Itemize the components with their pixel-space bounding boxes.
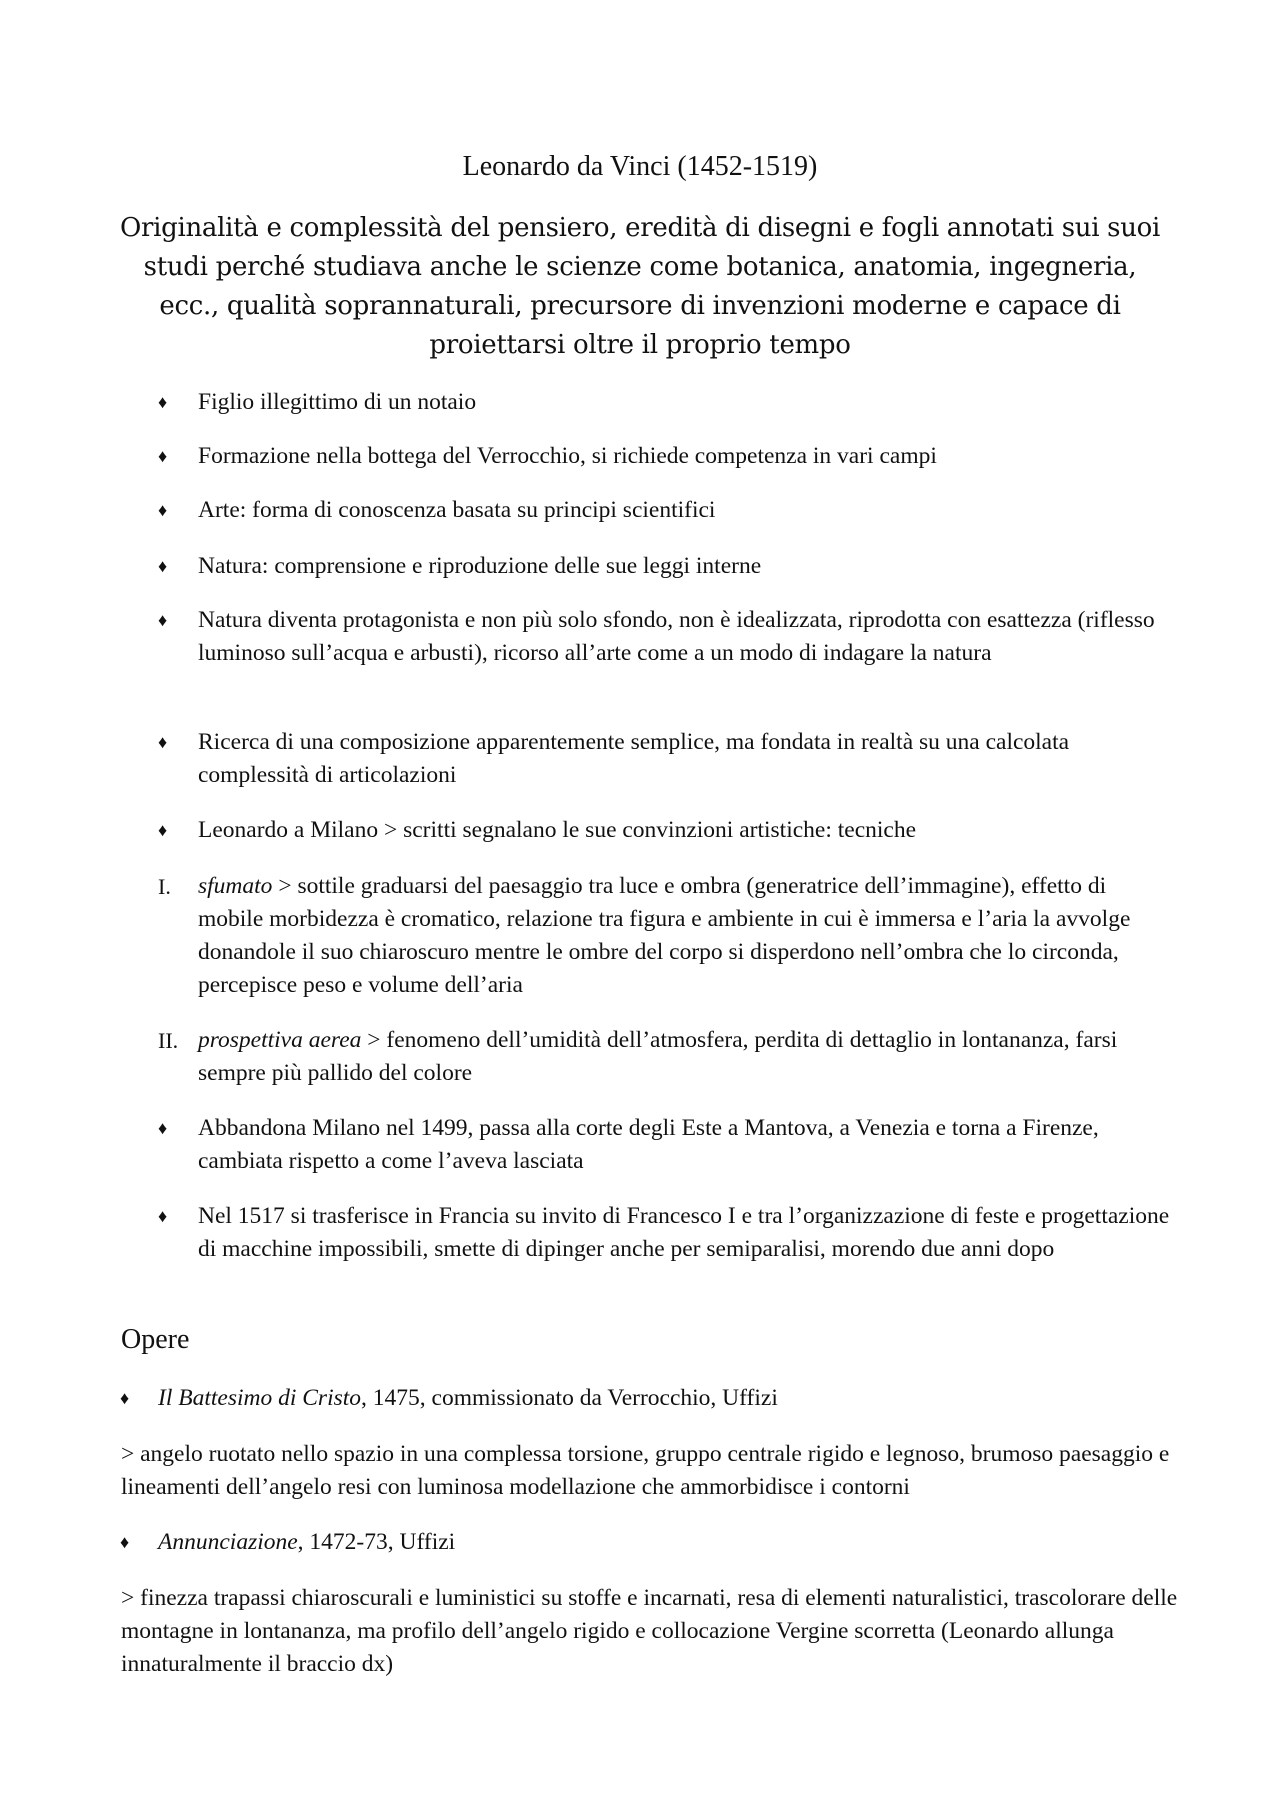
diamond-bullet-icon: ♦	[158, 1118, 168, 1138]
work-title: Il Battesimo di Cristo	[158, 1385, 362, 1411]
work-title-line	[158, 1526, 1158, 1559]
technique-description: > fenomeno dell’umidità dell’atmosfera, perdita di dettaglio in lontananza, farsi sempre più pallido del colore	[198, 1027, 1118, 1086]
work-title-line	[158, 1382, 1158, 1415]
diamond-bullet-icon: ♦	[120, 1532, 130, 1552]
list-item-text: Ricerca di una composizione apparentemente semplice, ma fondata in realtà su una calcolata complessità di articolazioni	[198, 729, 1070, 788]
work-details: , 1472-73, Uffizi	[297, 1529, 456, 1555]
work-description: > angelo ruotato nello spazio in una complessa torsione, gruppo centrale rigido e legnoso, brumoso paesaggio e lineamenti dell’angelo resi con luminosa modellazione che ammorbidisce i contorni	[121, 1441, 1170, 1500]
diamond-bullet-icon: ♦	[158, 610, 168, 630]
diamond-bullet-icon: ♦	[158, 500, 168, 520]
work-details: , 1475, commissionato da Verrocchio, Uffizi	[361, 1385, 778, 1411]
list-item-text	[198, 1024, 1170, 1090]
list-item-text: Leonardo a Milano > scritti segnalano le sue convinzioni artistiche: tecniche	[198, 817, 917, 843]
diamond-bullet-icon: ♦	[158, 556, 168, 576]
list-item-text: Abbandona Milano nel 1499, passa alla corte degli Este a Mantova, a Venezia e torna a Firenze, cambiata rispetto a come l’aveva lasciata	[198, 1115, 1099, 1174]
diamond-bullet-icon: ♦	[158, 446, 168, 466]
work-title: Annunciazione	[158, 1529, 298, 1555]
diamond-bullet-icon: ♦	[158, 732, 168, 752]
list-item-text: Natura diventa protagonista e non più solo sfondo, non è idealizzata, riprodotta con esattezza (riflesso luminoso sull’acqua e arbusti), ricorso all’arte come a un modo di indagare la natura	[198, 607, 1155, 666]
diamond-bullet-icon: ♦	[158, 820, 168, 840]
diamond-bullet-icon: ♦	[120, 1388, 130, 1408]
diamond-bullet-icon: ♦	[158, 392, 168, 412]
roman-numeral-marker: I.	[158, 874, 171, 899]
roman-numeral-marker: II.	[158, 1028, 179, 1053]
diamond-bullet-icon: ♦	[158, 1206, 168, 1226]
technique-term: sfumato	[198, 873, 273, 899]
technique-term: prospettiva aerea	[198, 1027, 362, 1053]
page-title: Leonardo da Vinci (1452-1519)	[462, 151, 818, 182]
list-item-text: Natura: comprensione e riproduzione delle sue leggi interne	[198, 553, 762, 579]
list-item-text	[198, 870, 1170, 1002]
work-description: > finezza trapassi chiaroscurali e luministici su stoffe e incarnati, resa di elementi naturalistici, trascolorare delle montagne in lontananza, ma profilo dell’angelo rigido e collocazione Vergine scorretta (Leonardo allunga innaturalmente il braccio dx)	[121, 1585, 1178, 1677]
technique-description: > sottile graduarsi del paesaggio tra luce e ombra (generatrice dell’immagine), effetto di mobile morbidezza è cromatico, relazione tra figura e ambiente in cui è immersa e l’aria la avvolge donandole il suo chiaroscuro mentre le ombre del corpo si disperdono nell’ombra che lo circonda, percepisce peso e volume dell’aria	[198, 873, 1131, 998]
list-item-text: Nel 1517 si trasferisce in Francia su invito di Francesco I e tra l’organizzazione di feste e progettazione di macchine impossibili, smette di dipinger anche per semiparalisi, morendo due anni dopo	[198, 1203, 1170, 1262]
list-item-text: Figlio illegittimo di un notaio	[198, 389, 477, 415]
list-item-text: Formazione nella bottega del Verrocchio, si richiede competenza in vari campi	[198, 443, 937, 469]
page-subtitle: Originalità e complessità del pensiero, eredità di disegni e fogli annotati sui suoi studi perché studiava anche le scienze come botanica, anatomia, ingegneria, ecc., qualità soprannaturali, precursore di invenzioni moderne e capace di proiettarsi oltre il proprio tempo	[119, 213, 1161, 360]
list-item-text: Arte: forma di conoscenza basata su principi scientifici	[198, 497, 716, 523]
section-heading-opere: Opere	[121, 1324, 190, 1355]
